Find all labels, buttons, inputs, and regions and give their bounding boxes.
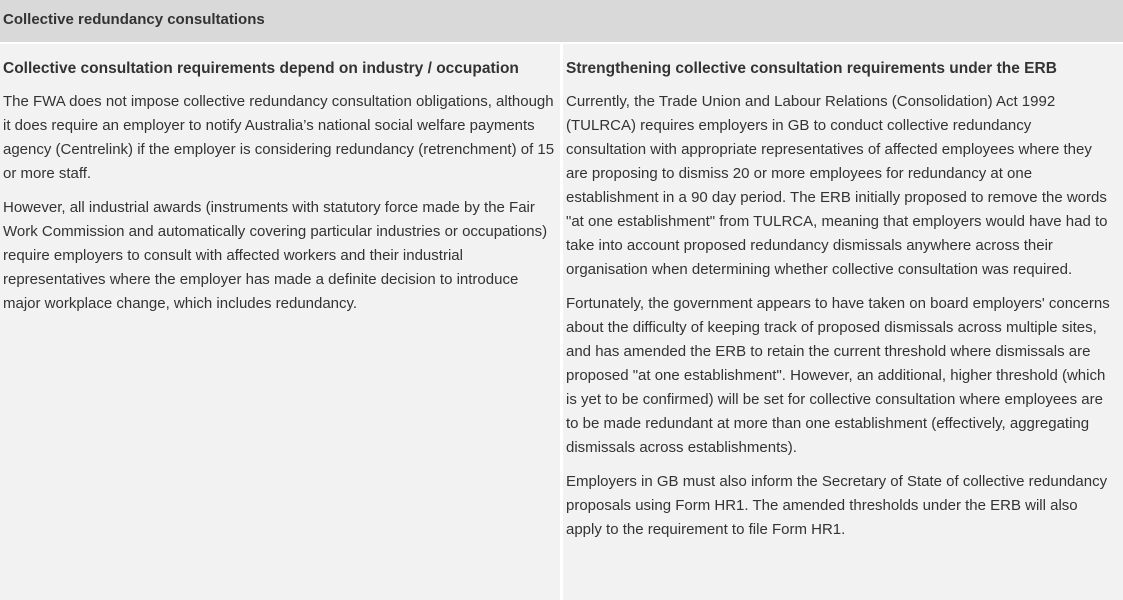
right-paragraph: Currently, the Trade Union and Labour Relations (Consolidation) Act 1992 (TULRCA) requires employers in GB to conduct collective redundancy consultation with appropriate representatives of affected employees where they are proposing to dismiss 20 or more employees for redundancy at one establishment in a 90 day period. The ERB initially proposed to remove the words "at one establishment" from TULRCA, meaning that employers would have had to take into account proposed redundancy dismissals anywhere across their organisation when determining whether collective consultation was required. bbox=[566, 93, 1108, 278]
table-row bbox=[0, 44, 1123, 600]
left-paragraph: However, all industrial awards (instruments with statutory force made by the Fair Work Commission and automatically covering particular industries or occupations) require employers to consult with affected workers and their industrial representatives where the employer has made a definite decision to introduce major workplace change, which includes redundancy. bbox=[3, 199, 548, 312]
right-column bbox=[563, 44, 1123, 600]
left-column bbox=[0, 44, 560, 600]
right-heading: Strengthening collective consultation requirements under the ERB bbox=[566, 60, 1057, 77]
table-header bbox=[0, 0, 1123, 44]
right-paragraph: Fortunately, the government appears to have taken on board employers' concerns about the difficulty of keeping track of proposed dismissals across multiple sites, and has amended the ERB to retain the current threshold where dismissals are proposed "at one establishment". However, an additional, higher threshold (which is yet to be confirmed) will be set for collective consultation where employees are to be made redundant at more than one establishment (effectively, aggregating dismissals across establishments). bbox=[566, 295, 1110, 456]
left-paragraph: The FWA does not impose collective redundancy consultation obligations, although it does require an employer to notify Australia’s national social welfare payments agency (Centrelink) if the employer is considering redundancy (retrenchment) of 15 or more staff. bbox=[3, 93, 555, 182]
table-title: Collective redundancy consultations bbox=[3, 11, 265, 28]
left-heading: Collective consultation requirements depend on industry / occupation bbox=[3, 60, 519, 77]
right-paragraph: Employers in GB must also inform the Secretary of State of collective redundancy proposals using Form HR1. The amended thresholds under the ERB will also apply to the requirement to file Form HR1. bbox=[566, 473, 1108, 538]
